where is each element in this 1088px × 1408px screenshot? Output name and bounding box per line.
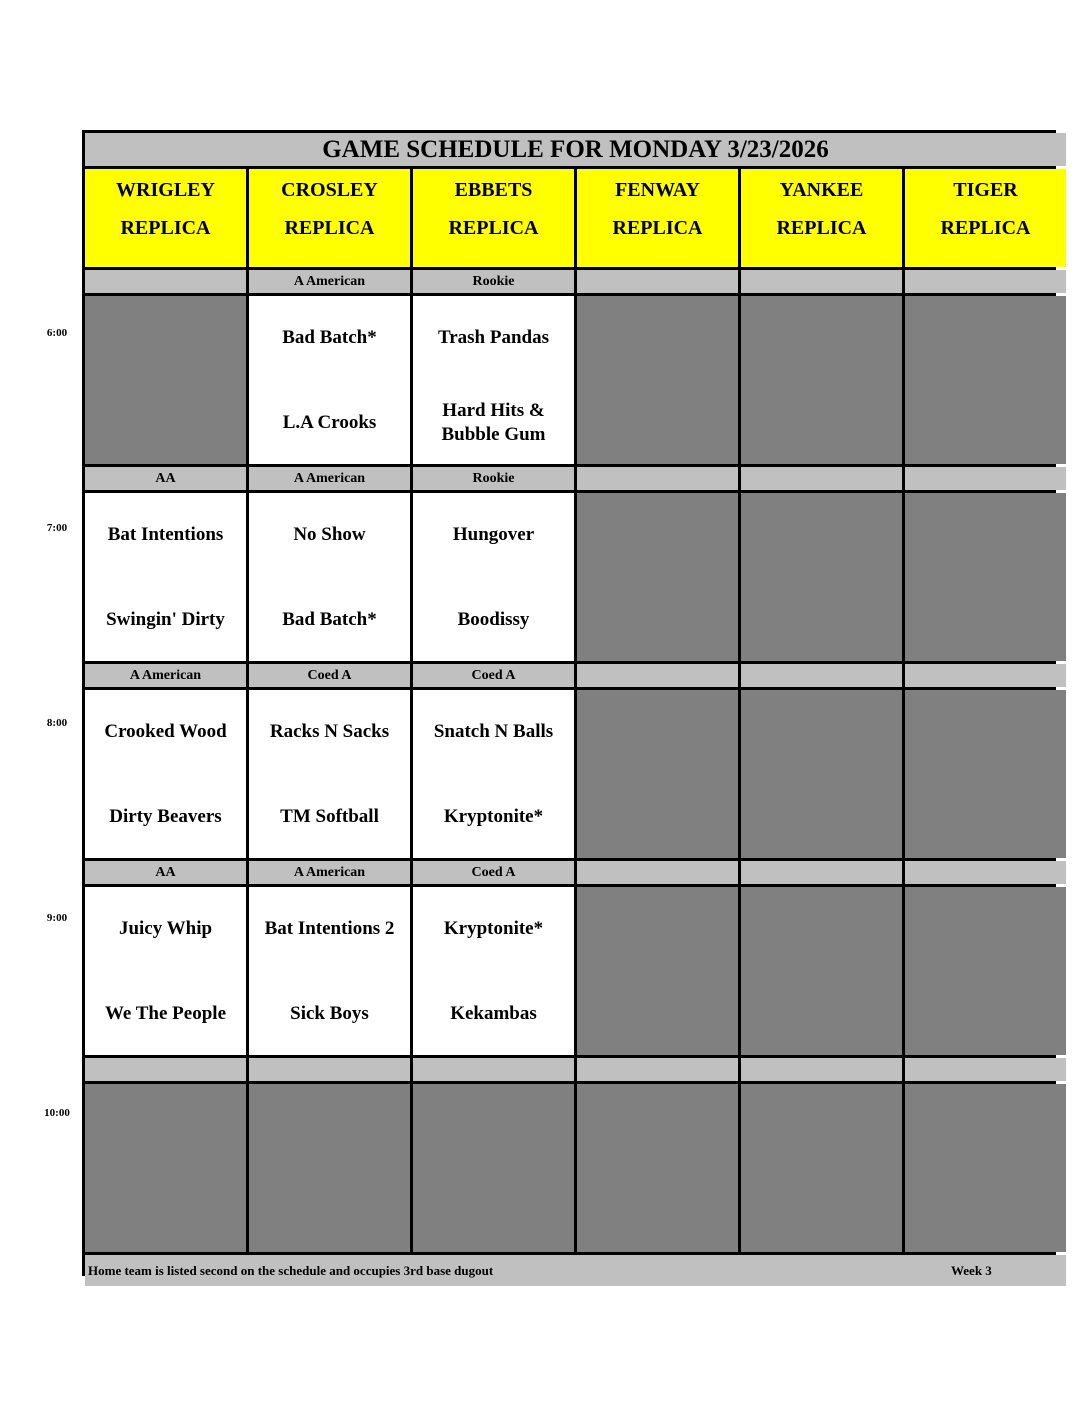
week-label: Week 3 bbox=[951, 1263, 992, 1278]
game-cell bbox=[249, 887, 410, 1055]
home-team: Kekambas bbox=[450, 1003, 537, 1024]
division-label bbox=[577, 1058, 738, 1081]
field-name: EBBETS bbox=[454, 179, 533, 201]
time-label: 7:00 bbox=[46, 522, 68, 534]
game-cell bbox=[413, 690, 574, 858]
division-label bbox=[413, 1058, 574, 1081]
empty-slot bbox=[577, 493, 738, 661]
division-label: A American bbox=[249, 861, 410, 884]
division-label bbox=[741, 861, 902, 884]
home-team: Boodissy bbox=[457, 609, 530, 630]
empty-slot bbox=[905, 1084, 1066, 1252]
division-label: A American bbox=[249, 270, 410, 293]
division-label: Coed A bbox=[413, 861, 574, 884]
division-label bbox=[85, 270, 246, 293]
away-team: Trash Pandas bbox=[437, 327, 550, 348]
away-team: Racks N Sacks bbox=[269, 721, 390, 742]
away-team: No Show bbox=[293, 524, 366, 545]
division-label: Rookie bbox=[413, 467, 574, 490]
division-label bbox=[577, 467, 738, 490]
empty-slot bbox=[905, 493, 1066, 661]
game-cell bbox=[413, 493, 574, 661]
time-label: 8:00 bbox=[46, 717, 68, 729]
field-header bbox=[413, 169, 574, 267]
field-header bbox=[741, 169, 902, 267]
division-label bbox=[905, 1058, 1066, 1081]
empty-slot bbox=[85, 296, 246, 464]
field-name: TIGER bbox=[953, 179, 1018, 201]
game-cell bbox=[249, 296, 410, 464]
home-team: Bad Batch* bbox=[282, 609, 377, 630]
division-label: AA bbox=[85, 467, 246, 490]
time-label: 6:00 bbox=[46, 327, 68, 339]
empty-slot bbox=[577, 887, 738, 1055]
division-label bbox=[577, 270, 738, 293]
game-cell bbox=[413, 887, 574, 1055]
division-label: AA bbox=[85, 861, 246, 884]
home-team-note: Home team is listed second on the schedule and occupies 3rd base dugout bbox=[88, 1263, 494, 1278]
empty-slot bbox=[741, 690, 902, 858]
away-team: Crooked Wood bbox=[104, 721, 227, 742]
field-type: REPLICA bbox=[612, 217, 703, 239]
away-team: Juicy Whip bbox=[118, 918, 213, 939]
division-label bbox=[905, 467, 1066, 490]
empty-slot bbox=[577, 296, 738, 464]
empty-slot bbox=[413, 1084, 574, 1252]
empty-slot bbox=[249, 1084, 410, 1252]
division-label: A American bbox=[85, 664, 246, 687]
field-header bbox=[85, 169, 246, 267]
empty-slot bbox=[85, 1084, 246, 1252]
game-cell bbox=[249, 493, 410, 661]
home-team: Swingin' Dirty bbox=[106, 609, 225, 630]
field-type: REPLICA bbox=[284, 217, 375, 239]
game-cell bbox=[413, 296, 574, 464]
empty-slot bbox=[741, 296, 902, 464]
field-name: CROSLEY bbox=[281, 179, 378, 201]
division-label bbox=[741, 1058, 902, 1081]
field-name: FENWAY bbox=[615, 179, 700, 201]
division-label bbox=[905, 270, 1066, 293]
division-label: Coed A bbox=[413, 664, 574, 687]
away-team: Snatch N Balls bbox=[433, 721, 554, 742]
home-team: Sick Boys bbox=[290, 1003, 369, 1024]
field-name: WRIGLEY bbox=[116, 179, 215, 201]
division-label: Rookie bbox=[413, 270, 574, 293]
empty-slot bbox=[741, 887, 902, 1055]
division-label bbox=[741, 664, 902, 687]
division-label bbox=[85, 1058, 246, 1081]
game-cell bbox=[85, 887, 246, 1055]
division-label bbox=[905, 861, 1066, 884]
schedule-table bbox=[82, 130, 1056, 1276]
time-label: 9:00 bbox=[46, 912, 68, 924]
game-cell bbox=[249, 690, 410, 858]
division-label bbox=[905, 664, 1066, 687]
away-team: Kryptonite* bbox=[443, 918, 544, 939]
away-team: Bat Intentions bbox=[107, 524, 224, 545]
division-label: Coed A bbox=[249, 664, 410, 687]
field-header bbox=[249, 169, 410, 267]
field-header bbox=[577, 169, 738, 267]
field-header bbox=[905, 169, 1066, 267]
field-type: REPLICA bbox=[120, 217, 211, 239]
division-label bbox=[741, 467, 902, 490]
home-team: TM Softball bbox=[280, 806, 379, 827]
schedule-footer bbox=[85, 1255, 1066, 1286]
empty-slot bbox=[905, 690, 1066, 858]
empty-slot bbox=[741, 1084, 902, 1252]
away-team: Hungover bbox=[452, 524, 535, 545]
away-team: Bat Intentions 2 bbox=[264, 918, 395, 939]
game-cell bbox=[85, 493, 246, 661]
division-label: A American bbox=[249, 467, 410, 490]
division-label bbox=[249, 1058, 410, 1081]
home-team: L.A Crooks bbox=[282, 412, 377, 433]
empty-slot bbox=[577, 1084, 738, 1252]
field-type: REPLICA bbox=[940, 217, 1031, 239]
field-type: REPLICA bbox=[776, 217, 867, 239]
game-cell bbox=[85, 690, 246, 858]
division-label bbox=[577, 861, 738, 884]
empty-slot bbox=[905, 887, 1066, 1055]
home-team: Hard Hits & Bubble Gum bbox=[441, 400, 546, 445]
schedule-title: GAME SCHEDULE FOR MONDAY 3/23/2026 bbox=[85, 133, 1066, 166]
time-label: 10:00 bbox=[44, 1107, 70, 1119]
field-name: YANKEE bbox=[779, 179, 864, 201]
empty-slot bbox=[577, 690, 738, 858]
empty-slot bbox=[741, 493, 902, 661]
division-label bbox=[741, 270, 902, 293]
empty-slot bbox=[905, 296, 1066, 464]
home-team: We The People bbox=[104, 1003, 227, 1024]
away-team: Bad Batch* bbox=[282, 327, 377, 348]
home-team: Kryptonite* bbox=[443, 806, 544, 827]
field-type: REPLICA bbox=[448, 217, 539, 239]
division-label bbox=[577, 664, 738, 687]
home-team: Dirty Beavers bbox=[109, 806, 222, 827]
